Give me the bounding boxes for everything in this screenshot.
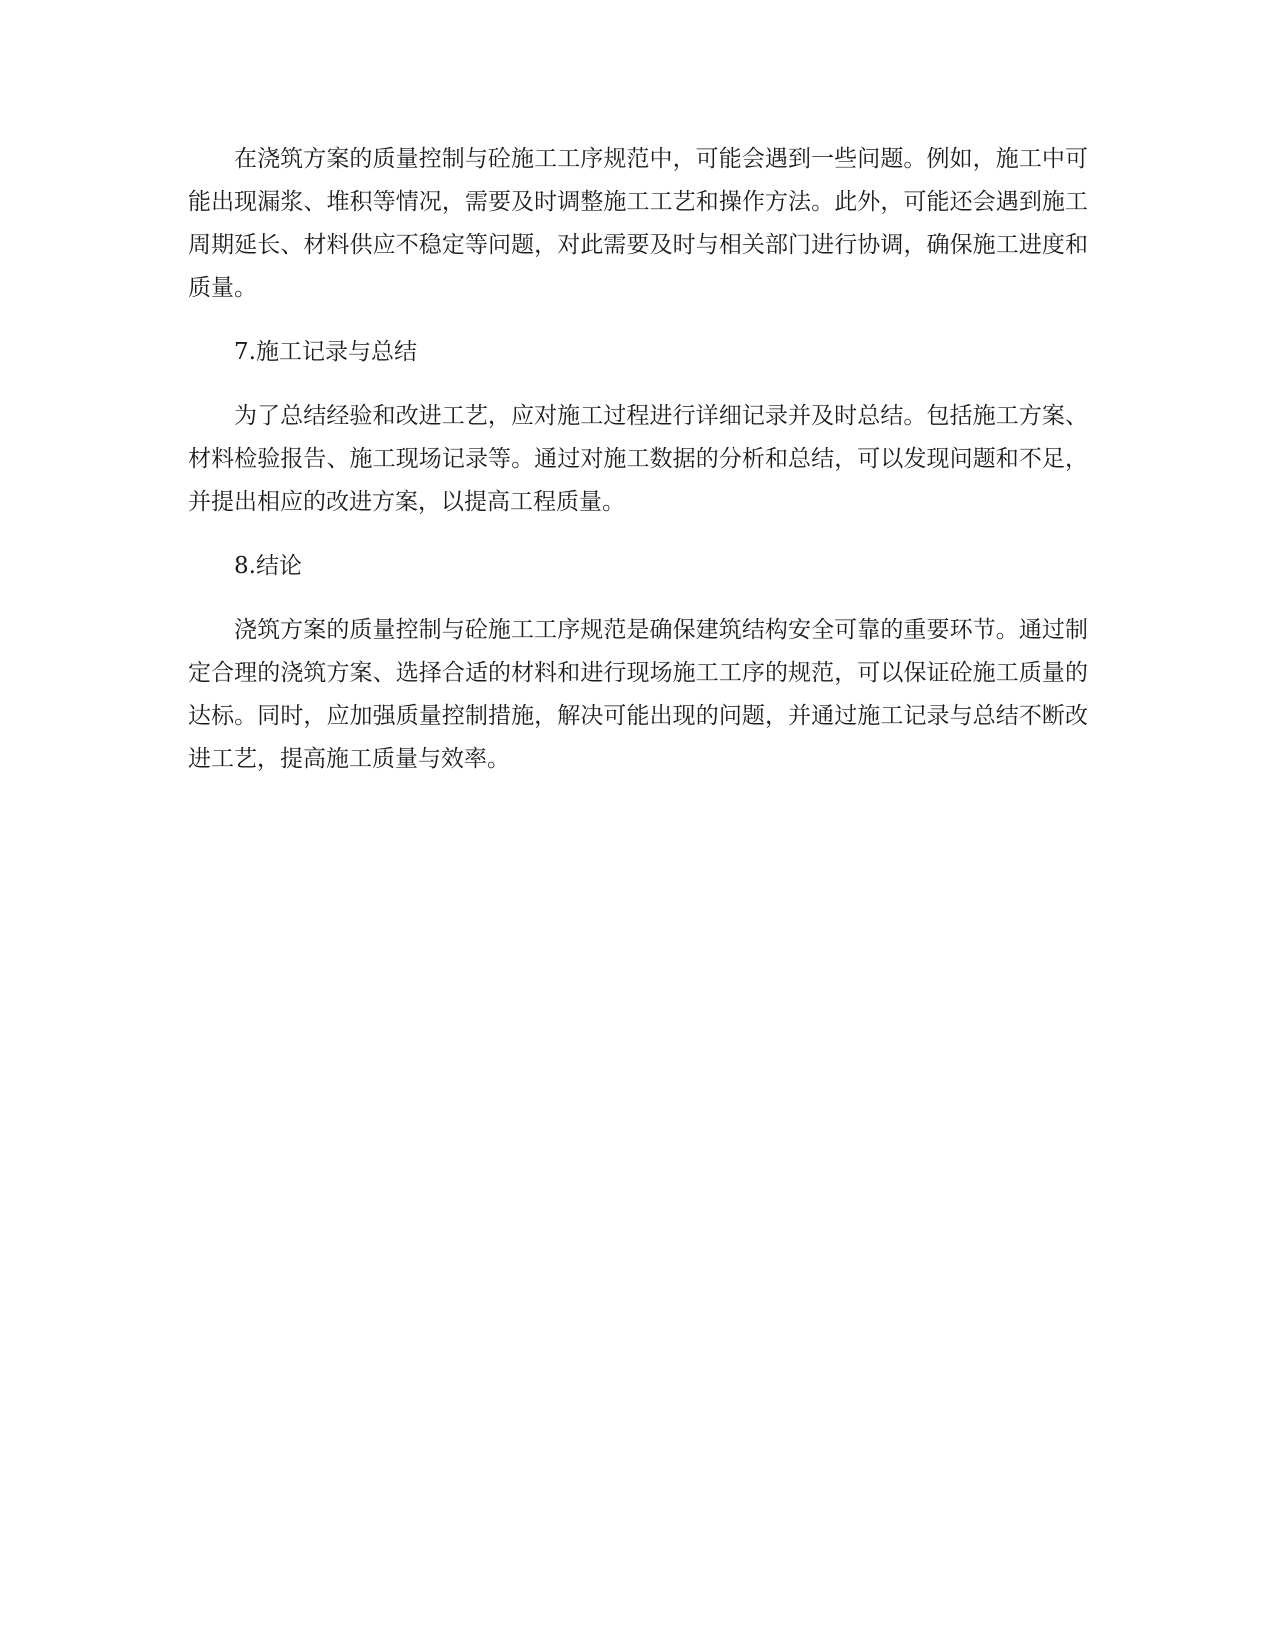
paragraph-conclusion: 浇筑方案的质量控制与砼施工工序规范是确保建筑结构安全可靠的重要环节。通过制定合理的浇筑方案、选择合适的材料和进行现场施工工序的规范，可以保证砼施工质量的达标。同时，应加强质量控制措施，解决可能出现的问题，并通过施工记录与总结不断改进工艺，提高施工质量与效率。 — [188, 617, 1088, 772]
paragraph-issues: 在浇筑方案的质量控制与砼施工工序规范中，可能会遇到一些问题。例如，施工中可能出现漏浆、堆积等情况，需要及时调整施工工艺和操作方法。此外，可能还会遇到施工周期延长、材料供应不稳定等问题，对此需要及时与相关部门进行协调，确保施工进度和质量。 — [188, 146, 1088, 301]
paragraph-records: 为了总结经验和改进工艺，应对施工过程进行详细记录并及时总结。包括施工方案、材料检验报告、施工现场记录等。通过对施工数据的分析和总结，可以发现问题和不足，并提出相应的改进方案，以提高工程质量。 — [188, 403, 1088, 515]
section-heading-records: 7.施工记录与总结 — [234, 339, 417, 365]
section-heading-conclusion: 8.结论 — [234, 553, 302, 579]
document-body — [188, 138, 1088, 802]
